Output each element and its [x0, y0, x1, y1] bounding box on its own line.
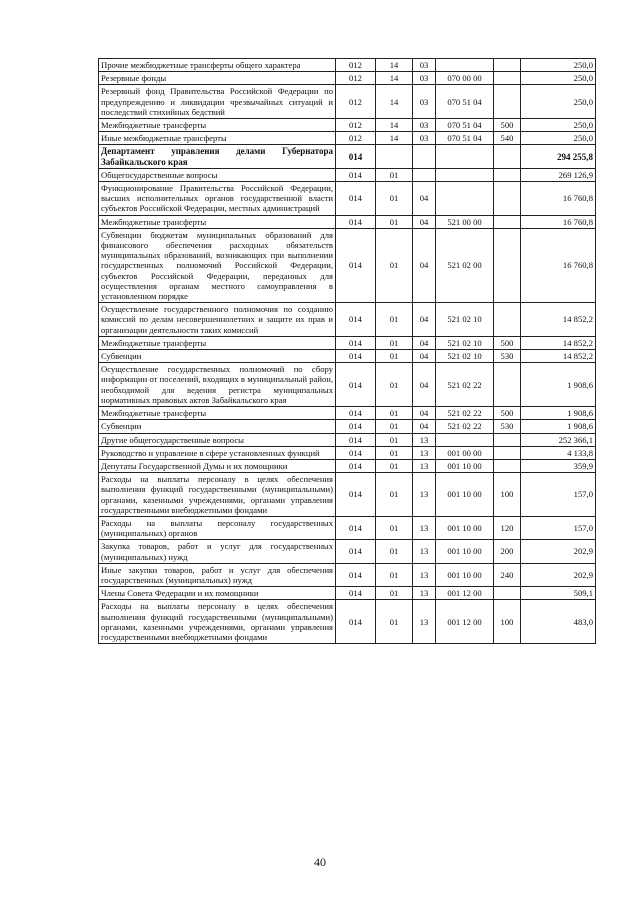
- subsection-code: 13: [413, 587, 436, 600]
- amount: 4 133,8: [521, 446, 596, 459]
- section-code: 01: [376, 446, 413, 459]
- target-article-code: 001 00 00: [436, 446, 494, 459]
- expense-type-code: 100: [494, 473, 521, 517]
- item-name: Осуществление государственного полномочия по созданию комиссий по делам несовершеннолетних и защите их прав и организации деятельности таких комиссий: [99, 303, 336, 337]
- target-article-code: 001 10 00: [436, 563, 494, 586]
- subsection-code: 04: [413, 363, 436, 407]
- section-code: 01: [376, 420, 413, 433]
- amount: 252 366,1: [521, 433, 596, 446]
- department-code: 014: [336, 350, 376, 363]
- target-article-code: [436, 182, 494, 216]
- target-article-code: 070 00 00: [436, 72, 494, 85]
- item-name: Межбюджетные трансферты: [99, 336, 336, 349]
- amount: 157,0: [521, 473, 596, 517]
- department-code: 014: [336, 407, 376, 420]
- department-code: 012: [336, 85, 376, 119]
- subsection-code: 04: [413, 336, 436, 349]
- target-article-code: 001 10 00: [436, 459, 494, 472]
- subsection-code: 03: [413, 72, 436, 85]
- table-row: [99, 407, 596, 420]
- subsection-code: 04: [413, 215, 436, 228]
- department-code: 014: [336, 215, 376, 228]
- table-row: [99, 473, 596, 517]
- item-name: Члены Совета Федерации и их помощники: [99, 587, 336, 600]
- section-code: 14: [376, 119, 413, 132]
- table-row: [99, 433, 596, 446]
- amount: 250,0: [521, 72, 596, 85]
- amount: 14 852,2: [521, 303, 596, 337]
- table-row: [99, 85, 596, 119]
- expense-type-code: 530: [494, 350, 521, 363]
- target-article-code: 521 02 00: [436, 228, 494, 302]
- table-row: [99, 587, 596, 600]
- subsection-code: 13: [413, 446, 436, 459]
- amount: 157,0: [521, 516, 596, 539]
- target-article-code: 001 10 00: [436, 540, 494, 563]
- subsection-code: 03: [413, 85, 436, 119]
- amount: 1 908,6: [521, 407, 596, 420]
- section-code: 01: [376, 363, 413, 407]
- table-row: [99, 119, 596, 132]
- target-article-code: 521 00 00: [436, 215, 494, 228]
- department-code: 012: [336, 72, 376, 85]
- subsection-code: 04: [413, 228, 436, 302]
- amount: 202,9: [521, 540, 596, 563]
- department-code: 014: [336, 600, 376, 644]
- expense-type-code: [494, 72, 521, 85]
- amount: 16 760,8: [521, 182, 596, 216]
- department-code: 014: [336, 516, 376, 539]
- section-code: 01: [376, 600, 413, 644]
- target-article-code: 070 51 04: [436, 119, 494, 132]
- item-name: Функционирование Правительства Российской Федерации, высших исполнительных органов государственной власти субъектов Российской Федерации, местных администраций: [99, 182, 336, 216]
- target-article-code: 001 12 00: [436, 600, 494, 644]
- section-code: 14: [376, 85, 413, 119]
- amount: 250,0: [521, 85, 596, 119]
- budget-table: [98, 58, 596, 644]
- item-name: Расходы на выплаты персоналу в целях обеспечения выполнения функций государственными (муниципальными) органами, казенными учреждениями, органами управления государственными внебюджетными фондами: [99, 600, 336, 644]
- target-article-code: 521 02 22: [436, 363, 494, 407]
- target-article-code: 521 02 10: [436, 336, 494, 349]
- department-code: 014: [336, 145, 376, 168]
- target-article-code: 070 51 04: [436, 132, 494, 145]
- table-row: [99, 215, 596, 228]
- item-name: Межбюджетные трансферты: [99, 407, 336, 420]
- expense-type-code: [494, 168, 521, 181]
- section-code: 14: [376, 72, 413, 85]
- item-name: Департамент управления делами Губернатора Забайкальского края: [99, 145, 336, 168]
- department-code: 014: [336, 336, 376, 349]
- section-code: 01: [376, 168, 413, 181]
- expense-type-code: 500: [494, 336, 521, 349]
- table-row: [99, 336, 596, 349]
- target-article-code: 070 51 04: [436, 85, 494, 119]
- subsection-code: 13: [413, 540, 436, 563]
- section-code: 01: [376, 433, 413, 446]
- section-code: 01: [376, 407, 413, 420]
- subsection-code: 04: [413, 407, 436, 420]
- amount: 1 908,6: [521, 420, 596, 433]
- department-code: 014: [336, 433, 376, 446]
- amount: 509,1: [521, 587, 596, 600]
- section-code: 01: [376, 182, 413, 216]
- section-code: 14: [376, 59, 413, 72]
- table-row: [99, 600, 596, 644]
- section-code: 01: [376, 587, 413, 600]
- subsection-code: 13: [413, 459, 436, 472]
- department-code: 014: [336, 363, 376, 407]
- section-code: [376, 145, 413, 168]
- section-code: 01: [376, 228, 413, 302]
- subsection-code: 03: [413, 119, 436, 132]
- subsection-code: 13: [413, 433, 436, 446]
- section-code: 01: [376, 473, 413, 517]
- table-row: [99, 59, 596, 72]
- item-name: Расходы на выплаты персоналу государственных (муниципальных) органов: [99, 516, 336, 539]
- target-article-code: [436, 433, 494, 446]
- expense-type-code: [494, 303, 521, 337]
- item-name: Субвенции: [99, 350, 336, 363]
- section-code: 01: [376, 336, 413, 349]
- department-code: 012: [336, 132, 376, 145]
- table-row: [99, 72, 596, 85]
- amount: 250,0: [521, 119, 596, 132]
- subsection-code: [413, 145, 436, 168]
- section-code: 01: [376, 303, 413, 337]
- target-article-code: 521 02 22: [436, 420, 494, 433]
- section-code: 01: [376, 459, 413, 472]
- target-article-code: 521 02 10: [436, 350, 494, 363]
- subsection-code: 13: [413, 516, 436, 539]
- table-row: [99, 132, 596, 145]
- item-name: Другие общегосударственные вопросы: [99, 433, 336, 446]
- expense-type-code: 540: [494, 132, 521, 145]
- expense-type-code: 120: [494, 516, 521, 539]
- subsection-code: 04: [413, 182, 436, 216]
- target-article-code: 521 02 10: [436, 303, 494, 337]
- budget-table-body: [99, 59, 596, 644]
- amount: 294 255,8: [521, 145, 596, 168]
- section-code: 14: [376, 132, 413, 145]
- subsection-code: 13: [413, 473, 436, 517]
- table-row: [99, 168, 596, 181]
- department-code: 014: [336, 168, 376, 181]
- department-code: 014: [336, 587, 376, 600]
- section-code: 01: [376, 215, 413, 228]
- target-article-code: 001 12 00: [436, 587, 494, 600]
- table-row: [99, 350, 596, 363]
- item-name: Межбюджетные трансферты: [99, 215, 336, 228]
- department-code: 012: [336, 59, 376, 72]
- expense-type-code: 500: [494, 407, 521, 420]
- amount: 250,0: [521, 132, 596, 145]
- amount: 14 852,2: [521, 336, 596, 349]
- department-code: 014: [336, 563, 376, 586]
- item-name: Расходы на выплаты персоналу в целях обеспечения выполнения функций государственными (муниципальными) органами, казенными учреждениями, органами управления государственными внебюджетными фондами: [99, 473, 336, 517]
- amount: 250,0: [521, 59, 596, 72]
- expense-type-code: [494, 145, 521, 168]
- table-row: [99, 446, 596, 459]
- table-row: [99, 563, 596, 586]
- expense-type-code: 100: [494, 600, 521, 644]
- expense-type-code: [494, 459, 521, 472]
- table-row: [99, 228, 596, 302]
- table-row: [99, 459, 596, 472]
- target-article-code: [436, 168, 494, 181]
- item-name: Прочие межбюджетные трансферты общего характера: [99, 59, 336, 72]
- department-code: 014: [336, 446, 376, 459]
- target-article-code: 521 02 22: [436, 407, 494, 420]
- item-name: Резервные фонды: [99, 72, 336, 85]
- page-number: 40: [314, 855, 326, 869]
- subsection-code: 04: [413, 350, 436, 363]
- target-article-code: 001 10 00: [436, 473, 494, 517]
- item-name: Общегосударственные вопросы: [99, 168, 336, 181]
- item-name: Руководство и управление в сфере установленных функций: [99, 446, 336, 459]
- item-name: Субвенции бюджетам муниципальных образований для финансового обеспечения расходных обязательств муниципальных образований, возникающих при выполнении государственных полномочий Российской Федерации, субъектов Российской Федерации, переданных для осуществления органам местного самоуправления в установленном порядке: [99, 228, 336, 302]
- target-article-code: [436, 59, 494, 72]
- item-name: Резервный фонд Правительства Российской Федерации по предупреждению и ликвидации чрезвычайных ситуаций и последствий стихийных бедствий: [99, 85, 336, 119]
- expense-type-code: [494, 215, 521, 228]
- amount: 269 126,9: [521, 168, 596, 181]
- item-name: Депутаты Государственной Думы и их помощники: [99, 459, 336, 472]
- item-name: Субвенции: [99, 420, 336, 433]
- department-code: 014: [336, 459, 376, 472]
- department-code: 014: [336, 420, 376, 433]
- subsection-code: 03: [413, 59, 436, 72]
- department-code: 014: [336, 182, 376, 216]
- section-code: 01: [376, 516, 413, 539]
- amount: 1 908,6: [521, 363, 596, 407]
- expense-type-code: [494, 228, 521, 302]
- table-row: [99, 516, 596, 539]
- amount: 16 760,8: [521, 228, 596, 302]
- section-code: 01: [376, 563, 413, 586]
- expense-type-code: [494, 363, 521, 407]
- amount: 202,9: [521, 563, 596, 586]
- table-row: [99, 303, 596, 337]
- section-code: 01: [376, 540, 413, 563]
- department-code: 014: [336, 473, 376, 517]
- expense-type-code: 240: [494, 563, 521, 586]
- expense-type-code: [494, 182, 521, 216]
- table-row: [99, 182, 596, 216]
- amount: 359,9: [521, 459, 596, 472]
- expense-type-code: [494, 433, 521, 446]
- item-name: Закупка товаров, работ и услуг для государственных (муниципальных) нужд: [99, 540, 336, 563]
- subsection-code: 03: [413, 132, 436, 145]
- subsection-code: 04: [413, 303, 436, 337]
- amount: 16 760,8: [521, 215, 596, 228]
- expense-type-code: [494, 59, 521, 72]
- item-name: Иные закупки товаров, работ и услуг для обеспечения государственных (муниципальных) нужд: [99, 563, 336, 586]
- department-code: 012: [336, 119, 376, 132]
- subsection-code: 04: [413, 420, 436, 433]
- target-article-code: [436, 145, 494, 168]
- table-row: [99, 145, 596, 168]
- department-code: 014: [336, 540, 376, 563]
- item-name: Межбюджетные трансферты: [99, 119, 336, 132]
- target-article-code: 001 10 00: [436, 516, 494, 539]
- amount: 483,0: [521, 600, 596, 644]
- subsection-code: 13: [413, 563, 436, 586]
- section-code: 01: [376, 350, 413, 363]
- table-row: [99, 540, 596, 563]
- department-code: 014: [336, 303, 376, 337]
- expense-type-code: [494, 446, 521, 459]
- department-code: 014: [336, 228, 376, 302]
- table-row: [99, 363, 596, 407]
- amount: 14 852,2: [521, 350, 596, 363]
- expense-type-code: [494, 587, 521, 600]
- expense-type-code: 530: [494, 420, 521, 433]
- subsection-code: 13: [413, 600, 436, 644]
- expense-type-code: 200: [494, 540, 521, 563]
- expense-type-code: 500: [494, 119, 521, 132]
- table-row: [99, 420, 596, 433]
- item-name: Иные межбюджетные трансферты: [99, 132, 336, 145]
- expense-type-code: [494, 85, 521, 119]
- item-name: Осуществление государственных полномочий по сбору информации от поселений, входящих в муниципальный район, необходимой для ведения регистра муниципальных нормативных правовых актов Забайкальского края: [99, 363, 336, 407]
- subsection-code: [413, 168, 436, 181]
